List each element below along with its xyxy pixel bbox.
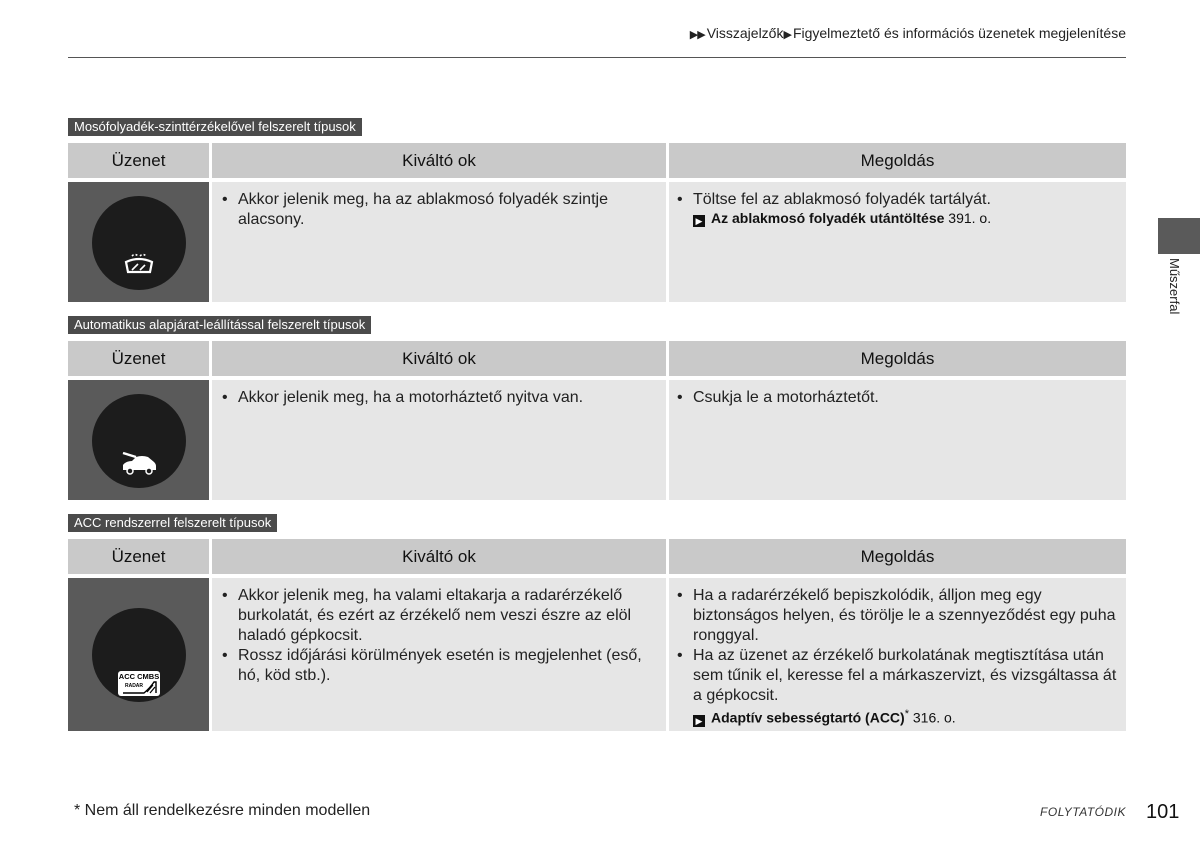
breadcrumb-part-2[interactable]: Figyelmeztető és információs üzenetek megjelenítése	[792, 25, 1126, 41]
hood-open-icon	[92, 394, 186, 488]
table-row	[68, 380, 1126, 500]
acc-cmbs-text: ACC CMBS	[118, 672, 160, 681]
list-item: • Akkor jelenik meg, ha az ablakmosó folyadék szintje alacsony.	[216, 190, 656, 230]
reference-title: Az ablakmosó folyadék utántöltése	[711, 210, 945, 226]
reference-title: Adaptív sebességtartó (ACC)	[711, 709, 905, 726]
section-label: Automatikus alapjárat-leállítással felszerelt típusok	[68, 316, 371, 334]
cause-cell	[212, 380, 666, 500]
indicator-display	[92, 608, 186, 702]
indicator-display	[92, 394, 186, 488]
list-item: • Csukja le a motorháztetőt.	[671, 388, 1123, 408]
cross-reference-link[interactable]	[671, 209, 991, 228]
header-solution: Megoldás	[669, 341, 1126, 376]
reference-asterisk: *	[904, 708, 909, 720]
header-rule	[68, 57, 1126, 58]
table-header	[68, 341, 1126, 376]
header-solution: Megoldás	[669, 143, 1126, 178]
header-message: Üzenet	[68, 143, 209, 178]
cause-cell	[212, 182, 666, 302]
cause-cell	[212, 578, 666, 731]
chapter-tab-label: Műszerfal	[1167, 258, 1182, 315]
message-cell	[68, 182, 209, 302]
header-cause: Kiváltó ok	[212, 341, 666, 376]
section-label: Mosófolyadék-szinttérzékelővel felszerelt típusok	[68, 118, 362, 136]
breadcrumb-part-1[interactable]: Visszajelzők	[706, 25, 784, 41]
acc-cmbs-radar-icon	[92, 608, 186, 702]
list-item: • Ha a radarérzékelő bepiszkolódik, álljon meg egy biztonságos helyen, és törölje le a szennyeződést egy puha ronggyal.	[671, 586, 1123, 646]
message-cell	[68, 578, 209, 731]
message-cell	[68, 380, 209, 500]
solution-cell	[669, 578, 1126, 731]
table-header	[68, 539, 1126, 574]
reference-page: 316. o.	[912, 709, 956, 726]
section-auto-idle-stop	[68, 316, 1126, 500]
cross-reference-link[interactable]	[671, 705, 956, 728]
list-item: • Akkor jelenik meg, ha valami eltakarja a radarérzékelő burkolatát, és ezért az érzékelő nem veszi észre az elöl haladó gépkocsit.	[216, 586, 656, 646]
reference-page: 391. o.	[948, 210, 992, 226]
header-cause: Kiváltó ok	[212, 539, 666, 574]
reference-arrow-icon: ▶	[693, 215, 705, 227]
indicator-display	[92, 196, 186, 290]
list-item: • Rossz időjárási körülmények esetén is megjelenhet (eső, hó, köd stb.).	[216, 646, 656, 686]
header-cause: Kiváltó ok	[212, 143, 666, 178]
list-item: • Töltse fel az ablakmosó folyadék tartályát.	[671, 190, 1123, 210]
breadcrumb	[690, 25, 1126, 41]
section-acc	[68, 514, 1126, 731]
continued-label: FOLYTATÓDIK	[1040, 805, 1126, 819]
section-label: ACC rendszerrel felszerelt típusok	[68, 514, 277, 532]
washer-fluid-icon	[92, 196, 186, 290]
section-washer-fluid	[68, 118, 1126, 302]
double-arrow-icon: ▶▶	[689, 29, 705, 41]
solution-cell	[669, 182, 1126, 302]
table-header	[68, 143, 1126, 178]
chapter-tab[interactable]	[1158, 218, 1200, 254]
table-row	[68, 578, 1126, 731]
page-number: 101	[1146, 801, 1180, 823]
solution-cell	[669, 380, 1126, 500]
header-message: Üzenet	[68, 341, 209, 376]
list-item: • Akkor jelenik meg, ha a motorháztető nyitva van.	[216, 388, 656, 408]
list-item: • Ha az üzenet az érzékelő burkolatának megtisztítása után sem tűnik el, keresse fel a márkaszervizt, és vizsgáltassa át a gépkocsit.	[671, 646, 1123, 706]
footnote: * Nem áll rendelkezésre minden modellen	[74, 802, 371, 819]
reference-arrow-icon: ▶	[693, 715, 705, 727]
header-solution: Megoldás	[669, 539, 1126, 574]
table-row	[68, 182, 1126, 302]
radar-text: RADAR	[124, 683, 144, 689]
arrow-icon: ▶	[783, 29, 791, 41]
header-message: Üzenet	[68, 539, 209, 574]
